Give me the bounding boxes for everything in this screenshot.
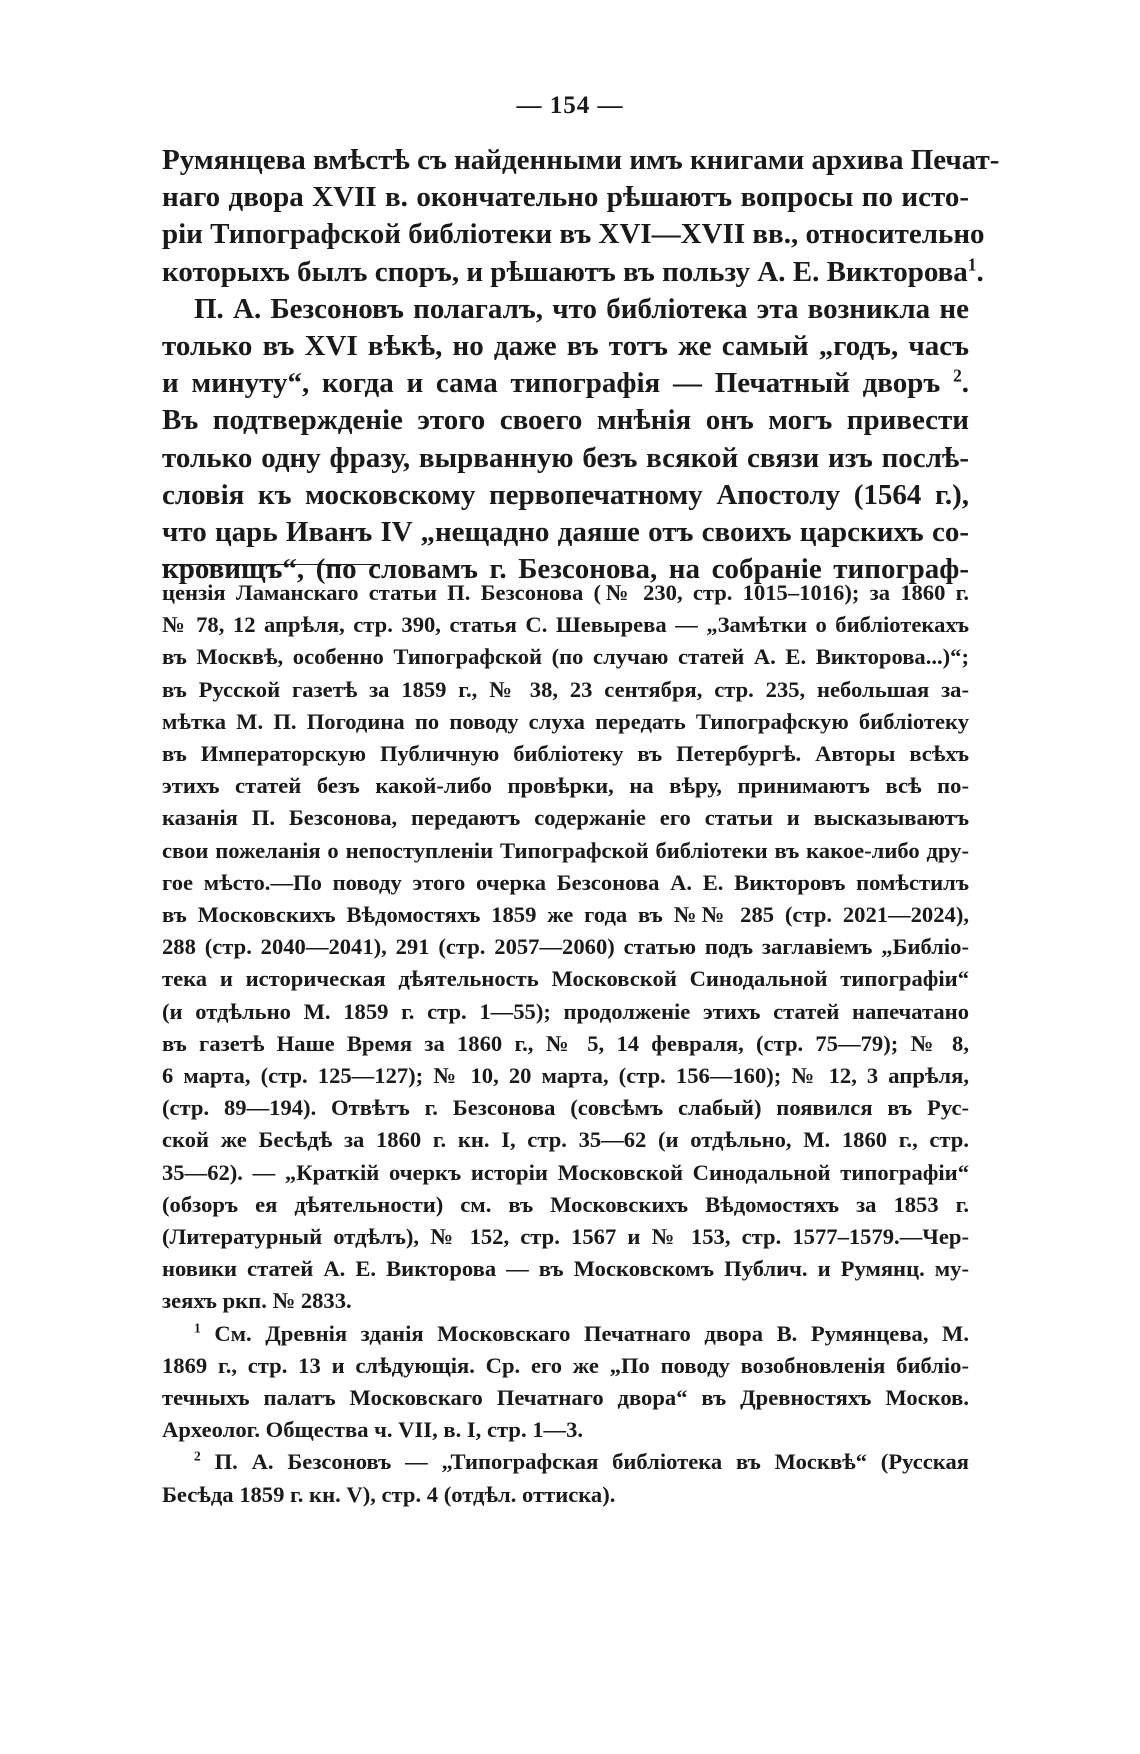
main-line: П. А. Безсоновъ полагалъ, что библіотека эта возникла не	[194, 292, 969, 325]
main-line: Въ подтвержденіе этого своего мнѣнія онъ могъ привести	[162, 404, 969, 437]
footnote-line: ской же Бесѣдѣ за 1860 г. кн. I, стр. 35—62 (и отдѣльно, М. 1860 г., стр.	[162, 1127, 969, 1153]
main-line: кровищъ“, (по словамъ г. Безсонова, на собраніе типограф-	[162, 553, 969, 586]
footnote-line: тека и историческая дѣятельность Московской Синодальной типографіи“	[162, 966, 969, 992]
main-line	[162, 253, 984, 291]
footnote-1-first-line	[162, 1318, 969, 1350]
footnote-separator	[162, 564, 380, 565]
footnote-line: въ Москвѣ, особенно Типографской (по случаю статей А. Е. Викторова...)“;	[162, 644, 969, 670]
footnote-line: свои пожеланія о непоступленіи Типографской библіотеки въ какое-либо дру-	[162, 837, 969, 863]
footnote-line: 6 марта, (стр. 125—127); № 10, 20 марта, (стр. 156—160); № 12, 3 апрѣля,	[162, 1063, 969, 1089]
footnote-line: (и отдѣльно М. 1859 г. стр. 1—55); продолженіе этихъ статей напечатано	[162, 998, 969, 1024]
main-line-text: и минуту“, когда и сама типографія — Печатный дворъ	[162, 367, 941, 400]
footnote-1-marker: 1	[194, 1320, 201, 1336]
footnote-line: 288 (стр. 2040—2041), 291 (стр. 2057—2060) статью подъ заглавіемъ „Библіо-	[162, 934, 969, 960]
main-line: наго двора XVII в. окончательно рѣшаютъ вопросы по исто-	[162, 181, 969, 214]
footnote-line: въ Московскихъ Вѣдомостяхъ 1859 же года въ №№ 285 (стр. 2021—2024),	[162, 902, 969, 928]
footnote-line: въ Императорскую Публичную библіотеку въ Петербургѣ. Авторы всѣхъ	[162, 741, 969, 767]
footnote-line: казанія П. Безсонова, передаютъ содержаніе его статьи и высказываютъ	[162, 805, 969, 831]
footnote-line: № 78, 12 апрѣля, стр. 390, статья С. Шевырева — „Замѣтки о библіотекахъ	[162, 612, 969, 638]
footnote-line: (стр. 89—194). Отвѣтъ г. Безсонова (совсѣмъ слабый) появился въ Рус-	[162, 1095, 969, 1121]
main-line: Румянцева вмѣстѣ съ найденными имъ книгами архива Печат-	[162, 144, 1000, 176]
main-line: ріи Типографской библіотеки въ XVI—XVII вв., относительно	[162, 218, 985, 251]
footnote-line: (обзоръ ея дѣятельности) см. въ Московскихъ Вѣдомостяхъ за 1853 г.	[162, 1191, 969, 1217]
footnote-ref-1: 1	[967, 253, 977, 274]
footnote-line: въ газетѣ Наше Время за 1860 г., № 5, 14 февраля, (стр. 75—79); № 8,	[162, 1030, 969, 1056]
footnote-line: (Литературный отдѣлъ), № 152, стр. 1567 и № 153, стр. 1577–1579.—Чер-	[162, 1224, 969, 1250]
footnote-line: течныхъ палатъ Московскаго Печатнаго двора“ въ Древностяхъ Москов.	[162, 1385, 969, 1411]
footnote-line: зеяхъ ркп. № 2833.	[162, 1288, 352, 1314]
page-number: — 154 —	[516, 92, 624, 119]
footnote-line: цензія Ламанскаго статьи П. Безсонова (№ 230, стр. 1015–1016); за 1860 г.	[162, 580, 969, 605]
footnote-line: 35—62). — „Краткій очеркъ исторіи Московской Синодальной типографіи“	[162, 1159, 969, 1185]
footnote-2-first-line	[162, 1446, 969, 1478]
main-line: словія къ московскому первопечатному Апостолу (1564 г.),	[162, 478, 969, 511]
main-line: только въ XVI вѣкѣ, но даже въ тотъ же самый „годъ, часъ	[162, 330, 969, 363]
footnote-line: Археолог. Общества ч. VII, в. I, стр. 1—3.	[162, 1417, 584, 1443]
footnote-line: мѣтка М. П. Погодина по поводу слуха передать Типографскую библіотеку	[162, 708, 969, 734]
main-line-text: которыхъ былъ споръ, и рѣшаютъ въ пользу А. Е. Викторова	[162, 255, 968, 288]
footnote-line: новики статей А. Е. Викторова — въ Московскомъ Публич. и Румянц. му-	[162, 1256, 969, 1282]
footnote-1-text: См. Древнія зданія Московскаго Печатнаго двора В. Румянцева, М.	[214, 1320, 969, 1346]
footnote-line: гое мѣсто.—По поводу этого очерка Безсонова А. Е. Викторовъ помѣстилъ	[162, 869, 969, 895]
main-line: что царь Иванъ IV „нещадно даяше отъ своихъ царскихъ со-	[162, 516, 969, 549]
footnote-2-text: П. А. Безсоновъ — „Типографская библіотека въ Москвѣ“ (Русская	[214, 1449, 969, 1475]
footnote-line: въ Русской газетѣ за 1859 г., № 38, 23 сентября, стр. 235, небольшая за-	[162, 676, 969, 702]
footnote-line: этихъ статей безъ какой-либо провѣрки, на вѣру, принимаютъ всѣ по-	[162, 773, 969, 799]
footnote-line: Бесѣда 1859 г. кн. V), стр. 4 (отдѣл. оттиска).	[162, 1481, 616, 1507]
footnotes	[162, 577, 969, 1511]
main-text	[162, 142, 1000, 588]
main-line: только одну фразу, вырванную безъ всякой связи изъ послѣ-	[162, 441, 969, 474]
footnote-ref-2: 2	[953, 365, 962, 386]
period: .	[961, 367, 970, 400]
footnote-line: 1869 г., стр. 13 и слѣдующія. Ср. его же „По поводу возобновленія библіо-	[162, 1352, 969, 1378]
main-line	[162, 365, 969, 402]
period: .	[976, 255, 984, 288]
footnote-2-marker: 2	[194, 1448, 201, 1464]
